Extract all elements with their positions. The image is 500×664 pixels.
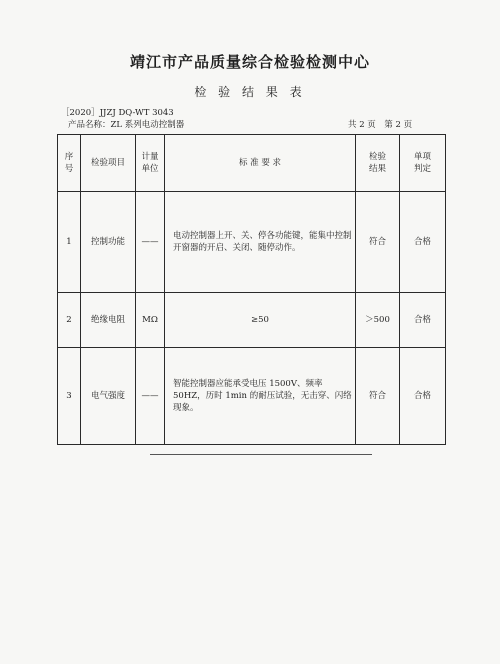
cell-result: 符合 xyxy=(356,348,400,445)
cell-item: 控制功能 xyxy=(81,192,136,293)
page-info: 共 2 页 第 2 页 xyxy=(348,120,413,130)
header-result: 检验 结果 xyxy=(356,135,400,192)
results-table xyxy=(57,134,446,445)
cell-verdict: 合格 xyxy=(400,192,446,293)
page-subtitle: 检 验 结 果 表 xyxy=(194,85,306,99)
cell-result: ＞500 xyxy=(356,293,400,348)
page-title: 靖江市产品质量综合检验检测中心 xyxy=(129,53,370,71)
cell-unit: MΩ xyxy=(136,293,165,348)
cell-verdict: 合格 xyxy=(400,348,446,445)
cell-requirement: 电动控制器上开、关、停各功能键，能集中控制开窗器的开启、关闭、随停动作。 xyxy=(165,192,356,293)
header-item: 检验项目 xyxy=(81,135,136,192)
cell-verdict: 合格 xyxy=(400,293,446,348)
table-header-row xyxy=(58,135,446,192)
header-verdict: 单项 判定 xyxy=(400,135,446,192)
header-seq: 序 号 xyxy=(58,135,81,192)
cell-seq: 3 xyxy=(58,348,81,445)
cell-requirement: 智能控制器应能承受电压 1500V、频率 50HZ，历时 1min 的耐压试验，无击穿、闪络现象。 xyxy=(165,348,356,445)
end-divider xyxy=(150,454,372,455)
product-name: 产品名称：ZL 系列电动控制器 xyxy=(68,120,185,130)
table-row xyxy=(58,293,446,348)
cell-seq: 1 xyxy=(58,192,81,293)
cell-result: 符合 xyxy=(356,192,400,293)
cell-item: 电气强度 xyxy=(81,348,136,445)
cell-item: 绝缘电阻 xyxy=(81,293,136,348)
document-number: ［2020］JJZJ DQ-WT 3043 xyxy=(61,108,174,118)
table-row xyxy=(58,348,446,445)
cell-requirement: ≥50 xyxy=(165,293,356,348)
header-unit: 计量 单位 xyxy=(136,135,165,192)
table-row xyxy=(58,192,446,293)
cell-unit: —— xyxy=(136,192,165,293)
header-requirement: 标 准 要 求 xyxy=(165,135,356,192)
cell-unit: —— xyxy=(136,348,165,445)
cell-seq: 2 xyxy=(58,293,81,348)
